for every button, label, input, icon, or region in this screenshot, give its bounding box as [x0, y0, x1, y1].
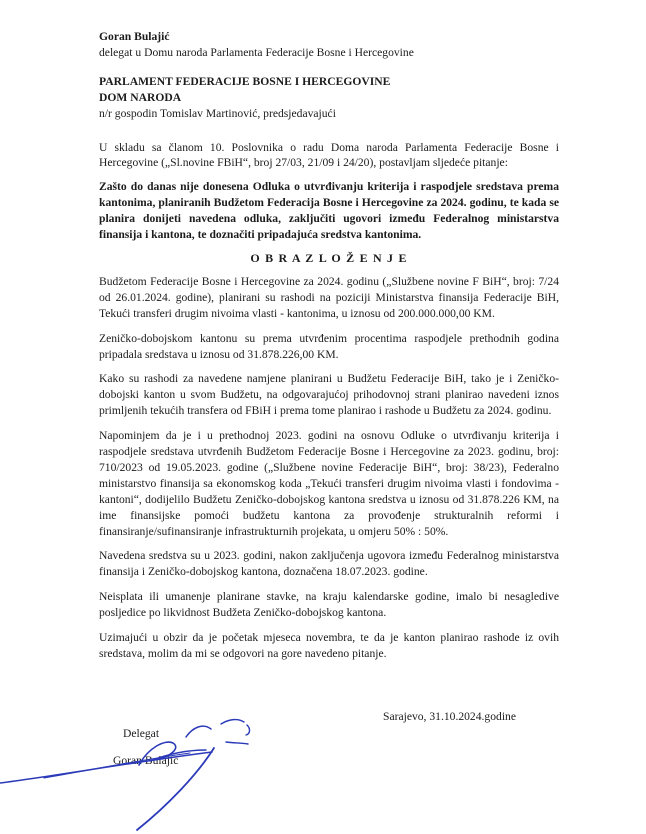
recipient-attn: n/r gospodin Tomislav Martinović, predsjedavajući — [99, 106, 336, 120]
intro-paragraph: U skladu sa članom 10. Poslovnika o radu Doma naroda Parlamenta Federacije Bosne i Hercegovine („Sl.novine FBiH“, broj 27/03, 21/09 i 24/20), postavljam sljedeće pitanje: — [99, 140, 559, 170]
body-paragraph: Uzimajući u obzir da je početak mjeseca novembra, te da je kanton planirao rashode iz ovih sredstava, molim da mi se odgovori na gore navedeno pitanje. — [99, 631, 559, 660]
question-paragraph: Zašto do danas nije donesena Odluka o utvrđivanju kriterija i raspodjele sredstava prema kantonima, planiranih Budžetom Federacija Bosne i Hercegovine za 2024. godinu, te kada se planira donijeti navedena odluka, zaključiti ugovori između Federalnog ministarstva finansija i kantona, te doznačiti pripadajuća sredstva kantonima. — [99, 180, 559, 242]
body-paragraph: Zeničko-dobojskom kantonu su prema utvrđenim procentima raspodjele prethodnih godina pripadala sredstava u iznosu od 31.878.226,00 KM. — [99, 331, 559, 361]
sender-name: Goran Bulajić — [99, 30, 170, 43]
body-paragraph: Navedena sredstva su u 2023. godini, nakon zaključenja ugovora između Federalnog ministarstva finansija i Zeničko-dobojskog kantona, doznačena 18.07.2023. godine. — [99, 549, 559, 579]
sender-title: delegat u Domu naroda Parlamenta Federacije Bosne i Hercegovine — [99, 45, 414, 59]
signer-name: Goran Bulajić — [113, 754, 179, 767]
date-place-line: Sarajevo, 31.10.2024.godine — [383, 710, 516, 723]
letter-content — [99, 29, 559, 662]
body-paragraph: Budžetom Federacije Bosne i Hercegovine za 2024. godinu („Službene novine F BiH“, broj: 7/24 od 26.01.2024. godine), planirani su rashodi na poziciji Ministarstva finansija Federacije BiH, Tekući transferi drugim nivoima vlasti - kantonima, u iznosu od 200.000.000,00 KM. — [99, 274, 559, 320]
recipient-dept: DOM NARODA — [99, 90, 182, 104]
section-heading: O B R A Z L O Ž E N J E — [250, 250, 408, 265]
body-paragraph: Neisplata ili umanenje planirane stavke, na kraju kalendarske godine, imalo bi nesagledive posljedice po likvidnost Budžeta Zeničko-dobojskog kantona. — [99, 590, 559, 620]
body-paragraph: Napominjem da je i u prethodnoj 2023. godini na osnovu Odluke o utvrđivanju kriterija i raspodjele sredstava utvrđenih Budžetom Federacije Bosne i Hercegovine za 2023. godinu, broj: 710/2023 od 19.05.2023. godine („Službene novine Federacije BiH“, broj: 38/23), Federalno ministarstvo finansija sa ekonomskog koda „Tekući transferi drugim nivoima vlasti i fondovima - kantoni“, dodijelilo Budžetu Zeničko-dobojskog kantona sredstva u iznosu od 31.878.226 KM, na ime finansijske pomoći budžetu kantona za provođenje strukturalnih reformi i finansiranje/sufinansiranje infrastrukturnih projekata, u omjeru 50% : 50%. — [99, 429, 559, 538]
recipient-block — [99, 74, 559, 122]
closing-role-label: Delegat — [123, 727, 160, 740]
recipient-org: PARLAMENT FEDERACIJE BOSNE I HERCEGOVINE — [99, 74, 391, 88]
body-paragraph: Kako su rashodi za navedene namjene planirani u Budžetu Federacije BiH, tako je i Zeničko-dobojski kanton u svom Budžetu, na odgovarajućoj prihodovnoj strani planirao navedeni iznos primljenih tekućih transfera od FBiH i prema tome planirao i rashode u Budžetu za 2024. godinu. — [99, 372, 559, 418]
